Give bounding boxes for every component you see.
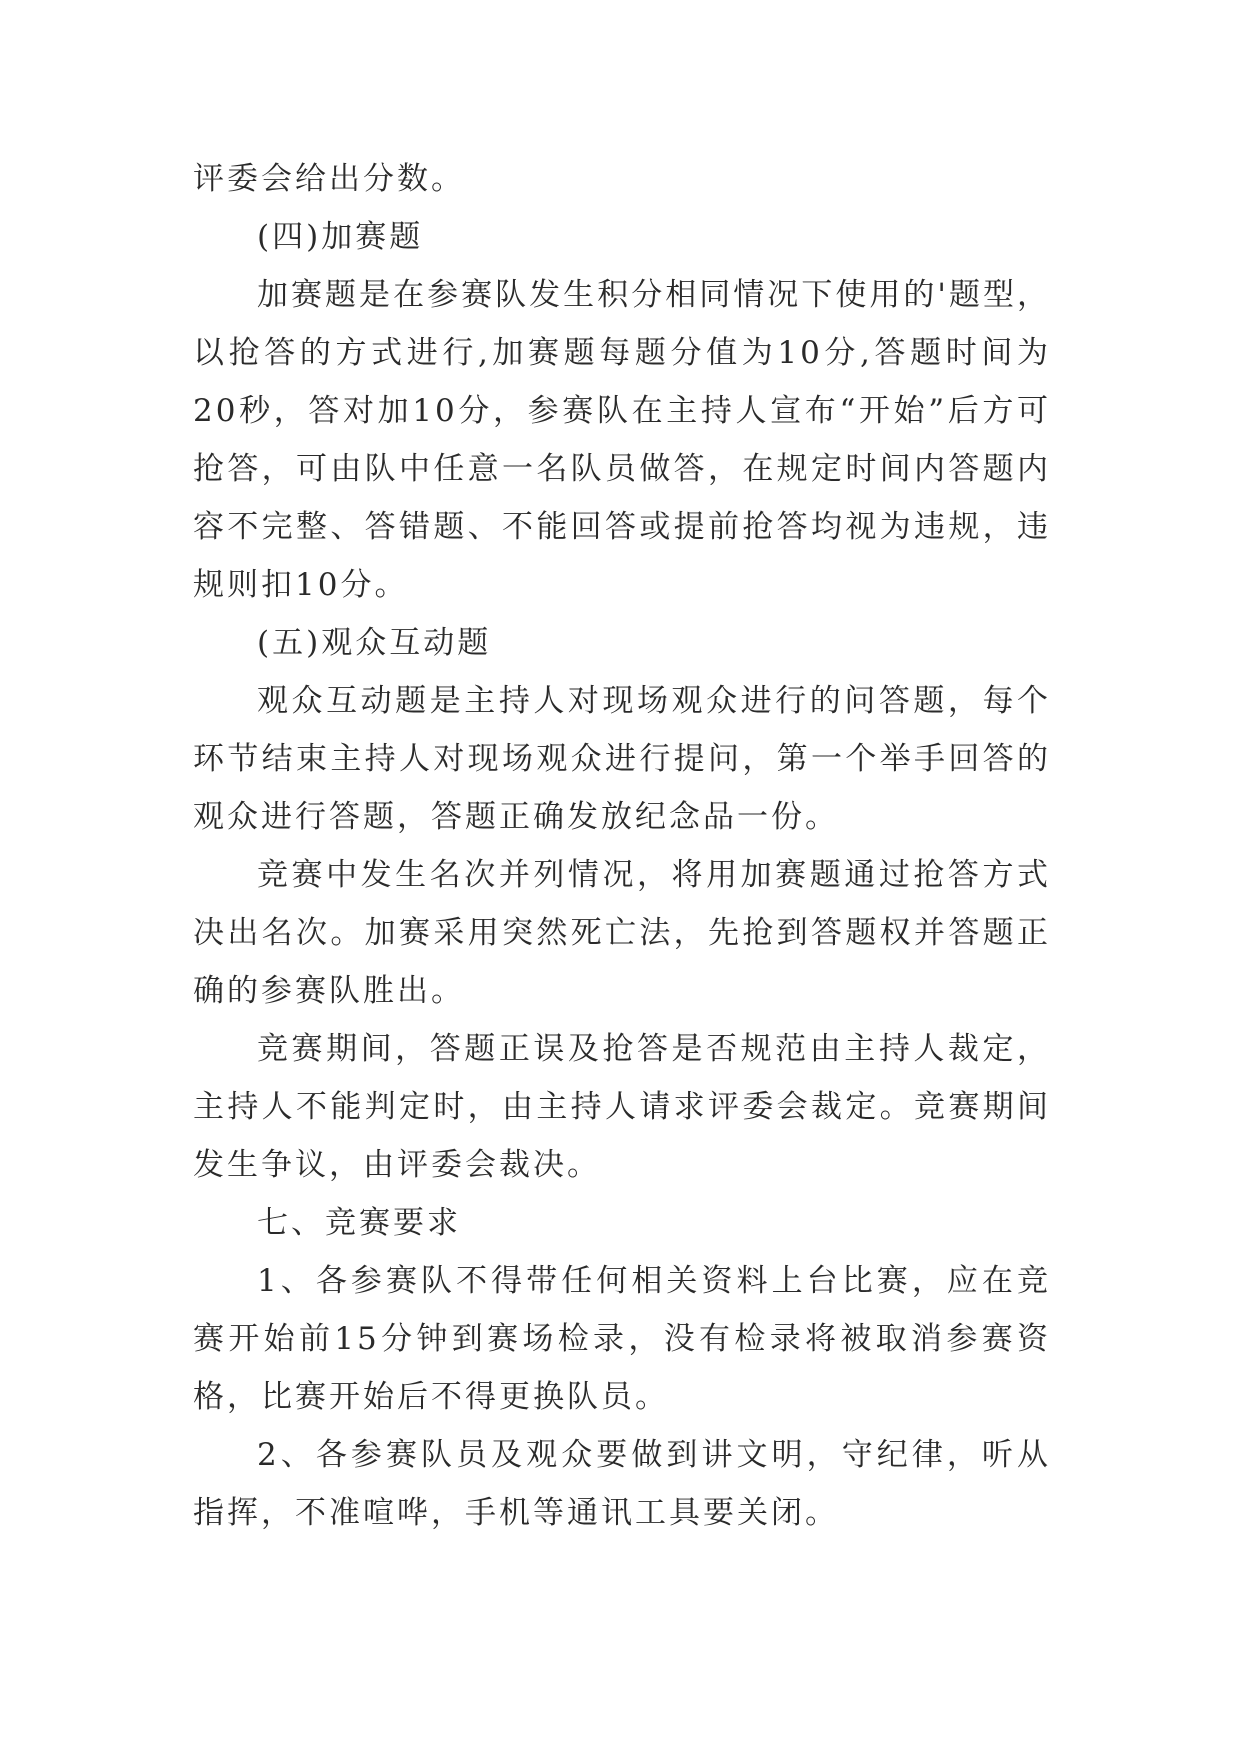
paragraph-ruling: 竞赛期间，答题正误及抢答是否规范由主持人裁定，主持人不能判定时，由主持人请求评委会裁定。竞赛期间发生争议，由评委会裁决。	[193, 1031, 1051, 1183]
paragraph-requirement-2: 2、各参赛队员及观众要做到讲文明，守纪律，听从指挥，不准喧哗，手机等通讯工具要关闭。	[193, 1437, 1051, 1531]
paragraph-ranking-tie: 竞赛中发生名次并列情况，将用加赛题通过抢答方式决出名次。加赛采用突然死亡法，先抢到答题权并答题正确的参赛队胜出。	[193, 857, 1051, 1009]
document-body	[193, 150, 1051, 1542]
section-heading-5: (五)观众互动题	[257, 625, 492, 661]
section-heading-4: (四)加赛题	[257, 219, 424, 255]
paragraph-requirement-1: 1、各参赛队不得带任何相关资料上台比赛，应在竞赛开始前15分钟到赛场检录，没有检录将被取消参赛资格，比赛开始后不得更换队员。	[193, 1263, 1051, 1415]
paragraph-tiebreaker: 加赛题是在参赛队发生积分相同情况下使用的'题型，以抢答的方式进行,加赛题每题分值为10分,答题时间为20秒，答对加10分，参赛队在主持人宣布“开始”后方可抢答，可由队中任意一名队员做答，在规定时间内答题内容不完整、答错题、不能回答或提前抢答均视为违规，违规则扣10分。	[193, 277, 1051, 603]
section-heading-7: 七、竞赛要求	[257, 1205, 461, 1241]
paragraph-continuation: 评委会给出分数。	[193, 161, 465, 197]
paragraph-audience: 观众互动题是主持人对现场观众进行的问答题，每个环节结束主持人对现场观众进行提问，第一个举手回答的观众进行答题，答题正确发放纪念品一份。	[193, 683, 1051, 835]
